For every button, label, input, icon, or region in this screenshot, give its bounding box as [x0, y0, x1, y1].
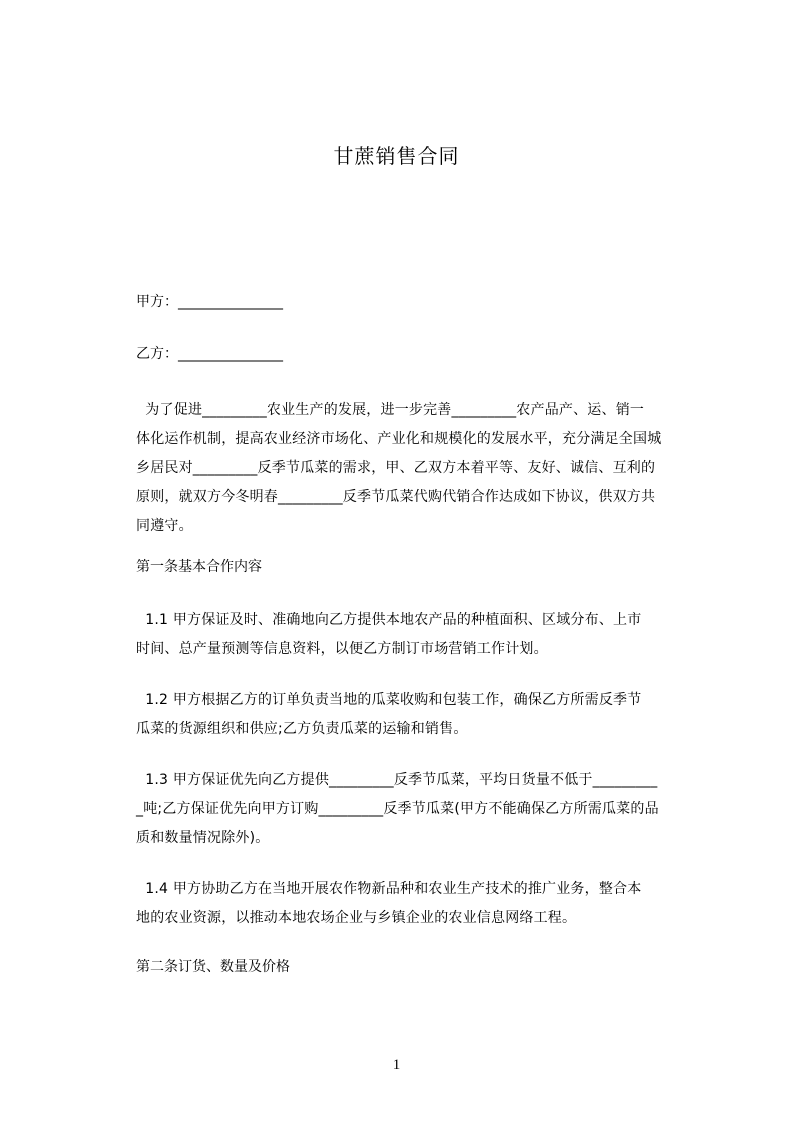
- clause-line: 瓜菜的货源组织和供应;乙方负责瓜菜的运输和销售。: [136, 721, 468, 737]
- clause-1-2: [136, 686, 704, 744]
- clause-line: 1.2 甲方根据乙方的订单负责当地的瓜菜收购和包装工作，确保乙方所需反季节: [136, 692, 642, 708]
- intro-line: 同遵守。: [136, 518, 193, 534]
- intro-paragraph: [136, 396, 704, 541]
- intro-line: 乡居民对_________反季节瓜菜的需求，甲、乙双方本着平等、友好、诚信、互利的: [136, 460, 656, 476]
- clause-1-3: [136, 766, 704, 853]
- article-2-heading: 第二条订货、数量及价格: [136, 959, 290, 975]
- page-number: 1: [392, 1057, 401, 1073]
- clause-line: 1.4 甲方协助乙方在当地开展农作物新品种和农业生产技术的推广业务，整合本: [136, 881, 642, 897]
- intro-line: 体化运作机制，提高农业经济市场化、产业化和规模化的发展水平，充分满足全国城: [136, 431, 662, 447]
- clause-1-1: [136, 606, 704, 664]
- clause-line: 1.3 甲方保证优先向乙方提供_________反季节瓜菜，平均日货量不低于_________: [136, 772, 658, 788]
- clause-1-4: [136, 875, 704, 933]
- clause-line: 1.1 甲方保证及时、准确地向乙方提供本地农产品的种植面积、区域分布、上市: [136, 612, 642, 628]
- intro-line: 原则，就双方今冬明春_________反季节瓜菜代购代销合作达成如下协议，供双方共: [136, 489, 656, 505]
- intro-line: 为了促进_________农业生产的发展，进一步完善_________农产品产、运、销一: [136, 402, 645, 418]
- clause-line: _吨;乙方保证优先向甲方订购_________反季节瓜菜(甲方不能确保乙方所需瓜菜的品: [136, 801, 659, 817]
- article-1-heading: 第一条基本合作内容: [136, 559, 262, 575]
- party-a-line: 甲方：_______________: [136, 294, 283, 310]
- clause-line: 地的农业资源，以推动本地农场企业与乡镇企业的农业信息网络工程。: [136, 910, 577, 926]
- clause-line: 时间、总产量预测等信息资料，以便乙方制订市场营销工作计划。: [136, 641, 548, 657]
- document-title: 甘蔗销售合同: [333, 144, 460, 168]
- clause-line: 质和数量情况除外)。: [136, 830, 270, 846]
- party-b-line: 乙方：_______________: [136, 346, 283, 362]
